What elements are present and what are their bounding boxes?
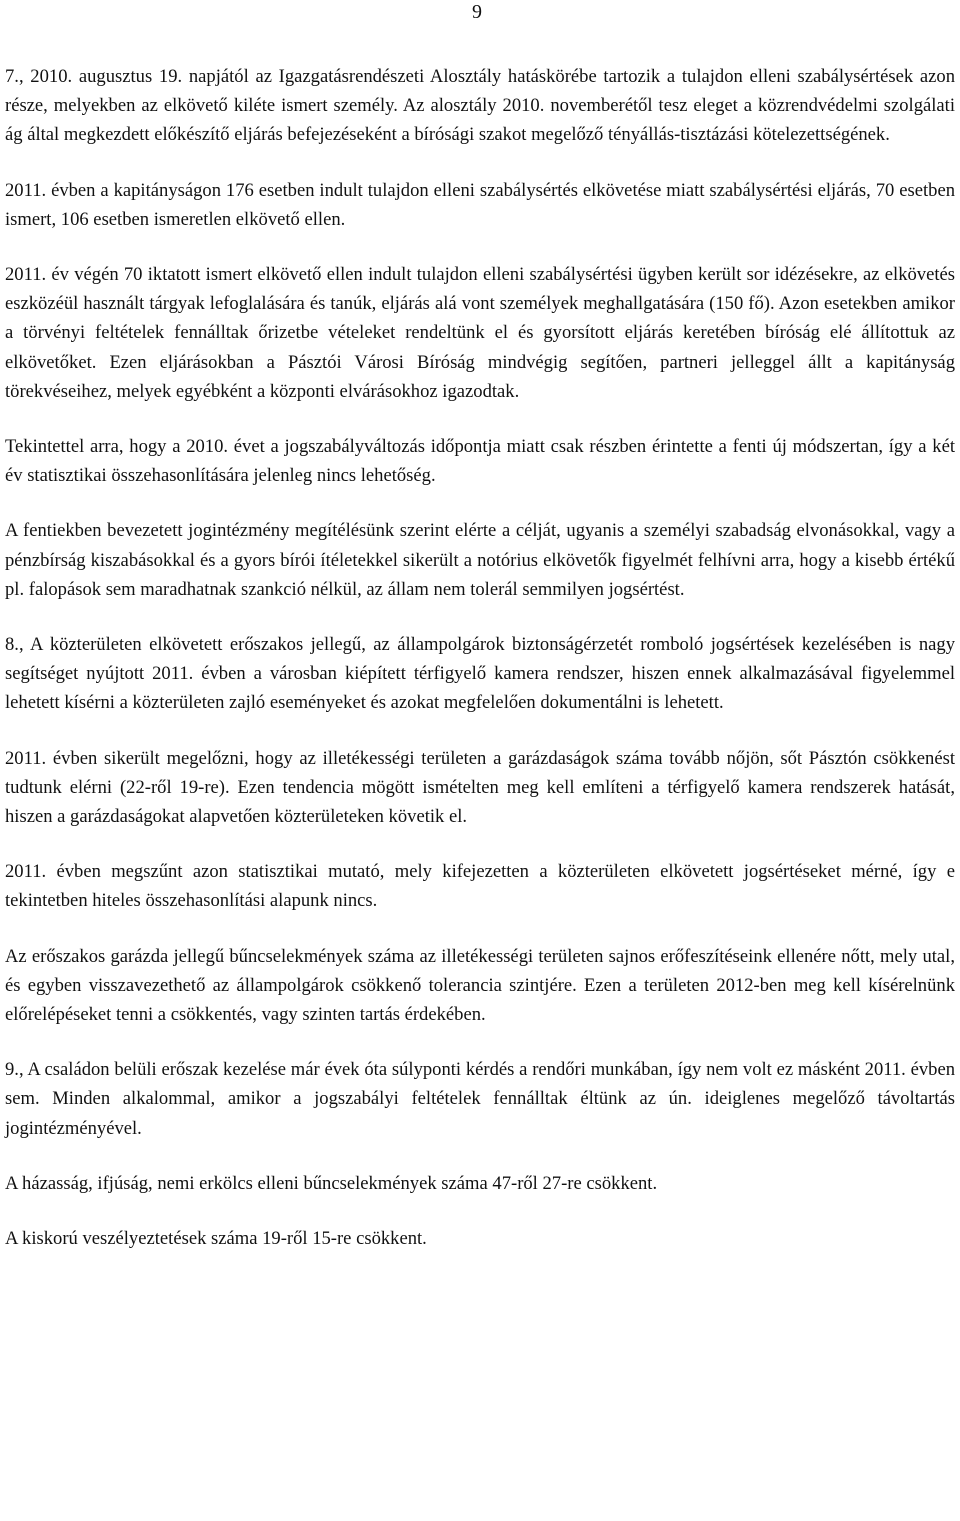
paragraph-assessment: A fentiekben bevezetett jogintézmény megítélésünk szerint elérte a célját, ugyanis a személyi szabadság elvonásokkal, vagy a pénzbírság kiszabásokkal és a gyors bírói ítéletekkel sikerült a notórius elkövetők figyelmét felhívni arra, hogy a kisebb értékű pl. falopások sem maradhatnak szankció nélkül, az állam nem tolerál semmilyen jogsértést. bbox=[5, 520, 955, 600]
paragraph-section-9-intro: 9., A családon belüli erőszak kezelése már évek óta súlyponti kérdés a rendőri munkában, így nem volt ez másként 2011. évben sem. Minden alkalommal, amikor a jogszabályi feltételek fennálltak éltünk az ún. ideiglenes megelőző távoltartás jogintézményével. bbox=[5, 1059, 955, 1139]
paragraph-section-8-intro: 8., A közterületen elkövetett erőszakos jellegű, az állampolgárok biztonságérzetét romboló jogsértések kezelésében is nagy segítséget nyújtott 2011. évben a városban kiépített térfigyelő kamera rendszer, hiszen ennek alkalmazásával figyelemmel lehetett kísérni a közterületen zajló eseményeket és azokat megfelelően dokumentálni is lehetett. bbox=[5, 634, 955, 714]
paragraph-section-7-intro: 7., 2010. augusztus 19. napjától az Igazgatásrendészeti Alosztály hatáskörébe tartozik a tulajdon elleni szabálysértések azon része, melyekben az elkövető kiléte ismert személy. Az alosztály 2010. novemberétől tesz eleget a közrendvédelmi szolgálati ág által megkezdett előkészítő eljárás befejezéseként a bírósági szakot megelőző tényállás-tisztázási kötelezettségének. bbox=[5, 66, 955, 146]
paragraph-statistics-removed: 2011. évben megszűnt azon statisztikai mutató, mely kifejezetten a közterületen elkövetett jogsértéseket mérné, így e tekintetben hiteles összehasonlítási alapunk nincs. bbox=[5, 861, 955, 912]
paragraph-2011-year-end: 2011. év végén 70 iktatott ismert elkövető ellen indult tulajdon elleni szabálysértési ügyben került sor idézésekre, az elkövetés eszközéül használt tárgyak lefoglalására és tanúk, eljárás alá vont személyek meghallgatására (150 fő). Azon esetekben amikor a törvényi feltételek fennálltak őrizetbe vételeket rendeltünk el és gyorsított eljárás keretében bíróság elé állítottuk az elkövetőket. Ezen eljárásokban a Pásztói Városi Bíróság mindvégig segítően, partneri jelleggel állt a kapitányság törekvéseihez, melyek egyébként a központi elvárásokhoz igazodtak. bbox=[5, 264, 955, 402]
paragraph-disorderly-conduct: 2011. évben sikerült megelőzni, hogy az illetékességi területen a garázdaságok száma tovább nőjön, sőt Pásztón csökkenést tudtunk elérni (22-ről 19-re). Ezen tendencia mögött ismételten meg kell említeni a térfigyelő kamera rendszerek hatását, hiszen a garázdaságokat alapvetően közterületeken követik el. bbox=[5, 747, 955, 828]
paragraph-comparison-note: Tekintettel arra, hogy a 2010. évet a jogszabályváltozás időpontja miatt csak részben érintette a fenti új módszertan, így a két év statisztikai összehasonlítására jelenleg nincs lehetőség. bbox=[5, 436, 955, 487]
document-body bbox=[5, 62, 955, 1279]
paragraph-morality-crimes: A házasság, ifjúság, nemi erkölcs elleni bűncselekmények száma 47-ről 27-re csökkent. bbox=[5, 1172, 658, 1194]
page-number: 9 bbox=[472, 1, 482, 23]
paragraph-violent-crimes: Az erőszakos garázda jellegű bűncselekmények száma az illetékességi területen sajnos erőfeszítéseink ellenére nőtt, mely utal, és egyben visszavezethető az állampolgárok csökkenő tolerancia szintjére. Ezen a területen 2012-ben meg kell kísérelnünk előrelépéseket tenni a csökkentés, vagy szinten tartás érdekében. bbox=[5, 945, 955, 1026]
paragraph-2011-proceedings: 2011. évben a kapitányságon 176 esetben indult tulajdon elleni szabálysértés elkövetése miatt szabálysértési eljárás, 70 esetben ismert, 106 esetben ismeretlen elkövető ellen. bbox=[5, 179, 955, 230]
paragraph-minor-endangerment: A kiskorú veszélyeztetések száma 19-ről 15-re csökkent. bbox=[5, 1228, 427, 1250]
